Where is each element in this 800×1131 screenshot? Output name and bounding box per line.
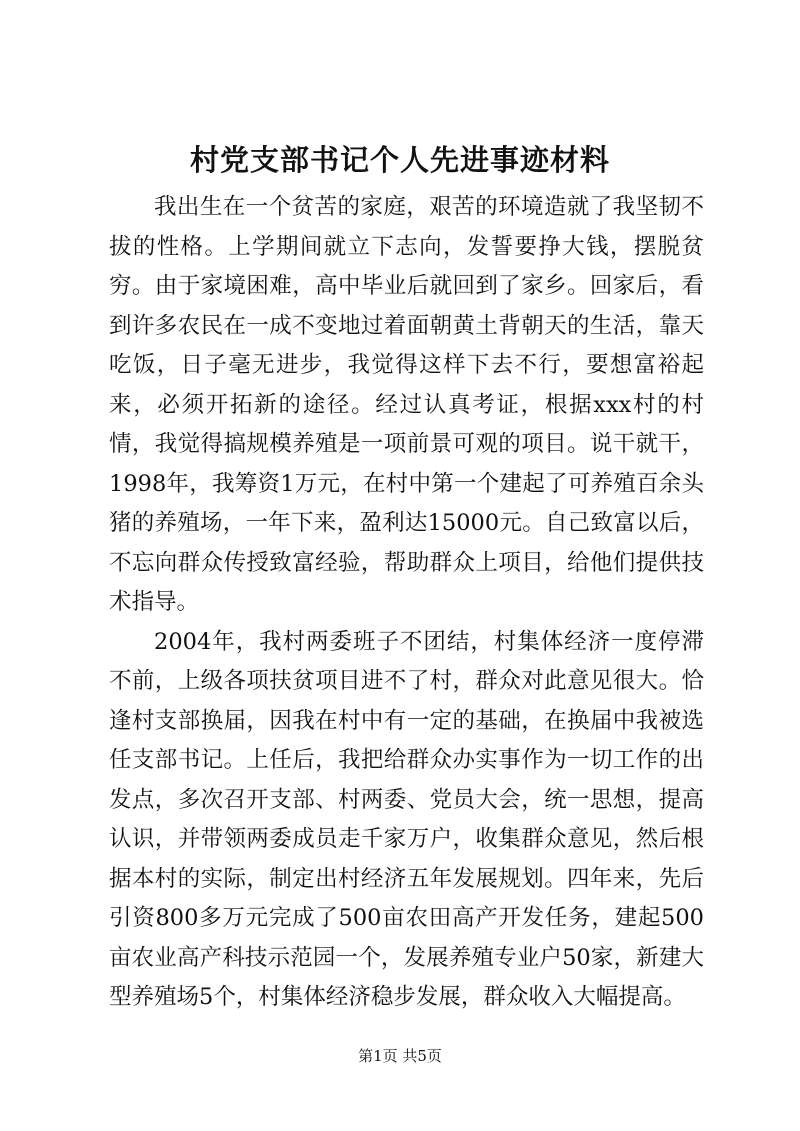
page-footer: 第1页 共5页 [358, 1047, 442, 1065]
document-body [109, 188, 704, 1018]
paragraph-1: 我出生在一个贫苦的家庭，艰苦的环境造就了我坚韧不拔的性格。上学期间就立下志向，发誓要挣大钱，摆脱贫穷。由于家境困难，高中毕业后就回到了家乡。回家后，看到许多农民在一成不变地过着面朝黄土背朝天的生活，靠天吃饭，日子毫无进步，我觉得这样下去不行，要想富裕起来，必须开拓新的途径。经过认真考证，根据xxx村的村情，我觉得搞规模养殖是一项前景可观的项目。说干就干，1998年，我筹资1万元，在村中第一个建起了可养殖百余头猪的养殖场，一年下来，盈利达15000元。自己致富以后，不忘向群众传授致富经验，帮助群众上项目，给他们提供技术指导。 [109, 194, 704, 615]
document-title: 村党支部书记个人先进事迹材料 [189, 143, 610, 177]
paragraph-2: 2004年，我村两委班子不团结，村集体经济一度停滞不前，上级各项扶贫项目进不了村，群众对此意见很大。恰逢村支部换届，因我在村中有一定的基础，在换届中我被选任支部书记。上任后，我把给群众办实事作为一切工作的出发点，多次召开支部、村两委、党员大会，统一思想，提高认识，并带领两委成员走千家万户，收集群众意见，然后根据本村的实际，制定出村经济五年发展规划。四年来，先后引资800多万元完成了500亩农田高产开发任务，建起500亩农业高产科技示范园一个，发展养殖专业户50家，新建大型养殖场5个，村集体经济稳步发展，群众收入大幅提高。 [109, 628, 704, 1010]
